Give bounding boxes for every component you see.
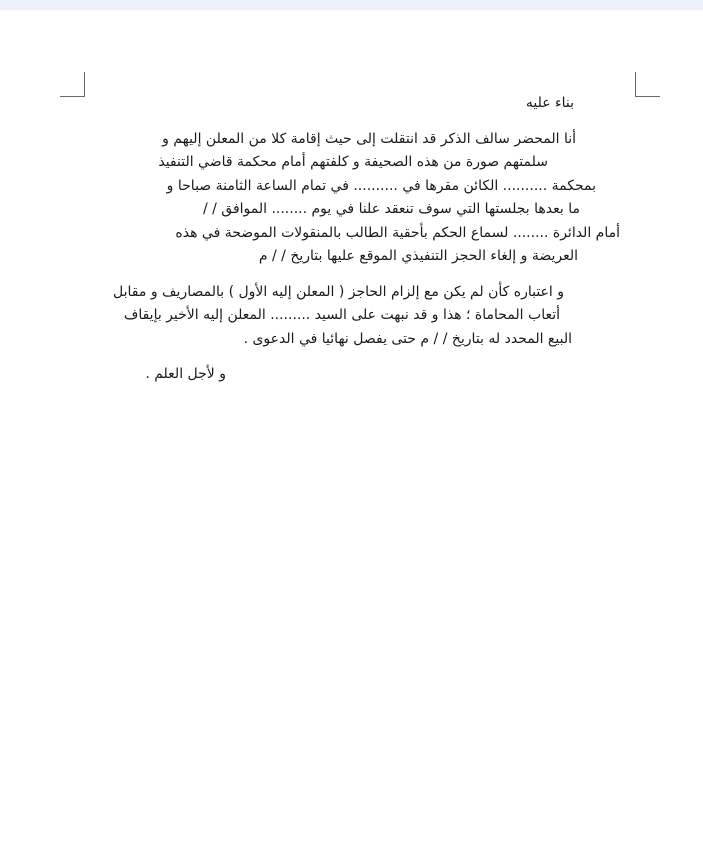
top-toolbar-strip — [0, 0, 703, 10]
text-line: سلمتهم صورة من هذه الصحيفة و كلفتهم أمام محكمة قاضي التنفيذ — [158, 154, 548, 170]
text-line: أمام الدائرة ........ لسماع الحكم بأحقية الطالب بالمنقولات الموضحة في هذه — [175, 224, 620, 241]
margin-corner-mark-right — [635, 72, 660, 97]
text-line: أنا المحضر سالف الذكر قد انتقلت إلى حيث إقامة كلا من المعلن إليهم و — [162, 130, 576, 147]
closing-line: و لأجل العلم . — [145, 366, 226, 382]
text-line: ما بعدها بجلستها التي سوف تنعقد علنا في يوم ........ الموافق / / — [202, 201, 580, 217]
text-line: و اعتباره كأن لم يكن مع إلزام الحاجز ( المعلن إليه الأول ) بالمصاريف و مقابل — [113, 283, 564, 300]
document-heading: بناء عليه — [525, 95, 574, 111]
margin-corner-mark-left — [60, 72, 85, 97]
text-line: البيع المحدد له بتاريخ / / م حتى يفصل نهائيا في الدعوى . — [243, 330, 572, 347]
text-line: أتعاب المحاماة ؛ هذا و قد نبهت على السيد ......... المعلن إليه الأخير بإيقاف — [123, 307, 560, 323]
text-line: العريضة و إلغاء الحجز التنفيذي الموقع عليها بتاريخ / / م — [258, 248, 578, 264]
text-line: بمحكمة .......... الكائن مقرها في .......... في تمام الساعة الثامنة صباحا و — [166, 177, 596, 194]
document-body — [113, 92, 620, 387]
paragraph-summons — [120, 128, 620, 269]
paragraph-costs — [113, 281, 620, 352]
